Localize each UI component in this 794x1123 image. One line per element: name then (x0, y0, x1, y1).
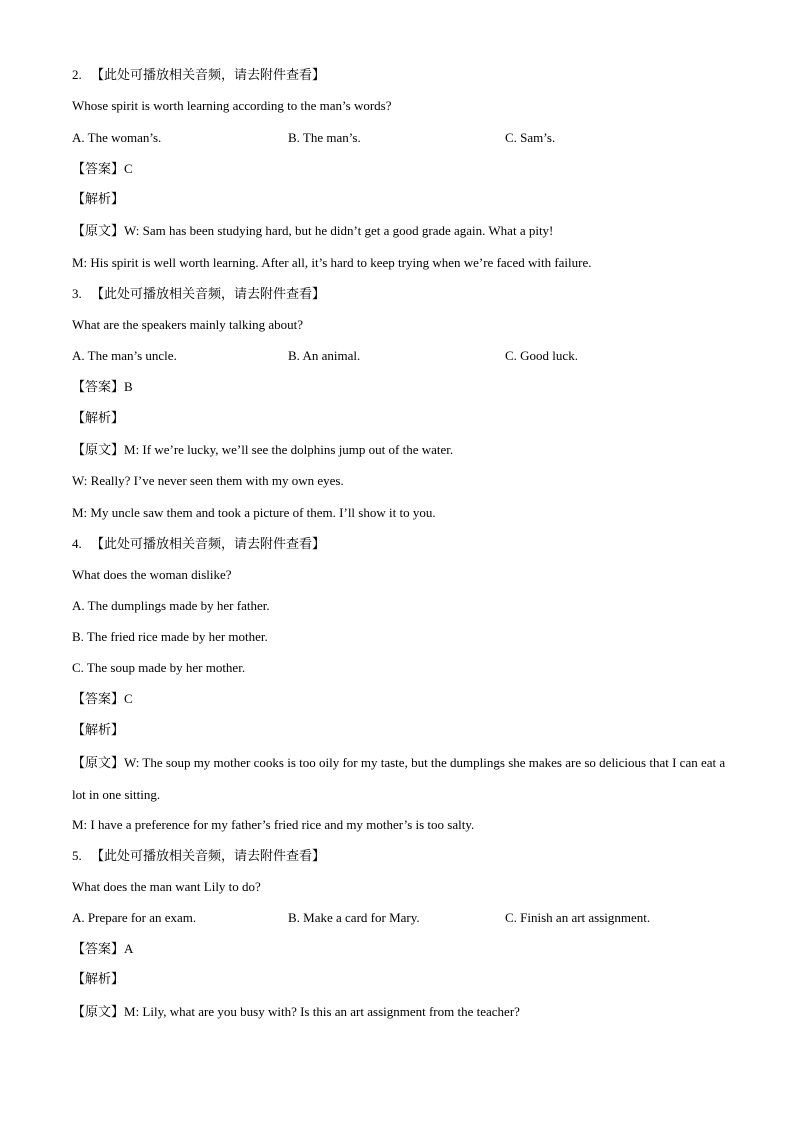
q3-question: What are the speakers mainly talking about? (72, 317, 304, 332)
q2-option-b: B. The man’s. (288, 130, 361, 145)
q4-option-b: B. The fried rice made by her mother. (72, 629, 268, 644)
q2-answer (72, 160, 133, 179)
q5-number: 5. (72, 848, 82, 863)
q4-number: 4. (72, 536, 82, 551)
q2-number: 2. (72, 67, 82, 82)
q3-analysis-label: 【解析】 (72, 411, 125, 426)
q3-number: 3. (72, 286, 82, 301)
q3-answer-value: B (124, 379, 133, 394)
q3-answer (72, 378, 133, 397)
q2-analysis-label: 【解析】 (72, 192, 125, 207)
q4-transcript-text-1: W: The soup my mother cooks is too oily for my taste, but the dumplings she makes are so delicious that I can eat a lot in one sitting. (72, 755, 726, 802)
q2-transcript-text-1: W: Sam has been studying hard, but he didn’t get a good grade again. What a pity! (124, 223, 554, 238)
q3-transcript-text-1: M: If we’re lucky, we’ll see the dolphins jump out of the water. (124, 442, 454, 457)
q2-transcript-line-2: M: His spirit is well worth learning. After all, it’s hard to keep trying when we’re faced with failure. (72, 255, 592, 270)
q5-option-b: B. Make a card for Mary. (288, 910, 420, 925)
q2-answer-label: 【答案】 (72, 162, 125, 177)
q5-transcript-line-1 (72, 1003, 520, 1022)
q3-transcript-label: 【原文】 (72, 443, 125, 458)
q5-answer (72, 940, 133, 959)
q3-transcript-line-1 (72, 441, 453, 460)
q3-option-b: B. An animal. (288, 348, 361, 363)
q4-heading (72, 535, 325, 554)
q4-transcript-label: 【原文】 (72, 756, 125, 771)
q3-transcript-line-2: W: Really? I’ve never seen them with my own eyes. (72, 473, 344, 488)
q4-answer-label: 【答案】 (72, 692, 125, 707)
q2-option-a: A. The woman’s. (72, 130, 162, 145)
q3-option-c: C. Good luck. (505, 348, 578, 363)
q4-transcript-line-2: M: I have a preference for my father’s fried rice and my mother’s is too salty. (72, 817, 475, 832)
q5-answer-label: 【答案】 (72, 942, 125, 957)
q3-audio-note[interactable]: 【此处可播放相关音频，请去附件查看】 (91, 287, 326, 302)
q3-transcript-line-3: M: My uncle saw them and took a picture of them. I’ll show it to you. (72, 505, 436, 520)
q4-question: What does the woman dislike? (72, 567, 232, 582)
q5-option-a: A. Prepare for an exam. (72, 910, 197, 925)
q3-option-a: A. The man’s uncle. (72, 348, 177, 363)
q5-answer-value: A (124, 941, 134, 956)
q5-question: What does the man want Lily to do? (72, 879, 261, 894)
q5-option-c: C. Finish an art assignment. (505, 910, 651, 925)
q2-heading (72, 66, 325, 85)
q4-audio-note[interactable]: 【此处可播放相关音频，请去附件查看】 (91, 537, 326, 552)
q2-question: Whose spirit is worth learning according to the man’s words? (72, 98, 392, 113)
q5-audio-note[interactable]: 【此处可播放相关音频，请去附件查看】 (91, 849, 326, 864)
q4-analysis-label: 【解析】 (72, 723, 125, 738)
q5-transcript-label: 【原文】 (72, 1005, 125, 1020)
q2-answer-value: C (124, 161, 133, 176)
q2-transcript-line-1 (72, 222, 553, 241)
q4-answer (72, 690, 133, 709)
q5-transcript-text-1: M: Lily, what are you busy with? Is this an art assignment from the teacher? (124, 1004, 520, 1019)
q4-answer-value: C (124, 691, 133, 706)
q2-transcript-label: 【原文】 (72, 224, 125, 239)
q4-option-c: C. The soup made by her mother. (72, 660, 246, 675)
q4-transcript-line-1 (72, 747, 732, 810)
q2-audio-note[interactable]: 【此处可播放相关音频，请去附件查看】 (91, 68, 326, 83)
q5-heading (72, 847, 325, 866)
q3-heading (72, 285, 325, 304)
q3-answer-label: 【答案】 (72, 380, 125, 395)
q2-option-c: C. Sam’s. (505, 130, 556, 145)
q5-analysis-label: 【解析】 (72, 972, 125, 987)
q4-option-a: A. The dumplings made by her father. (72, 598, 270, 613)
